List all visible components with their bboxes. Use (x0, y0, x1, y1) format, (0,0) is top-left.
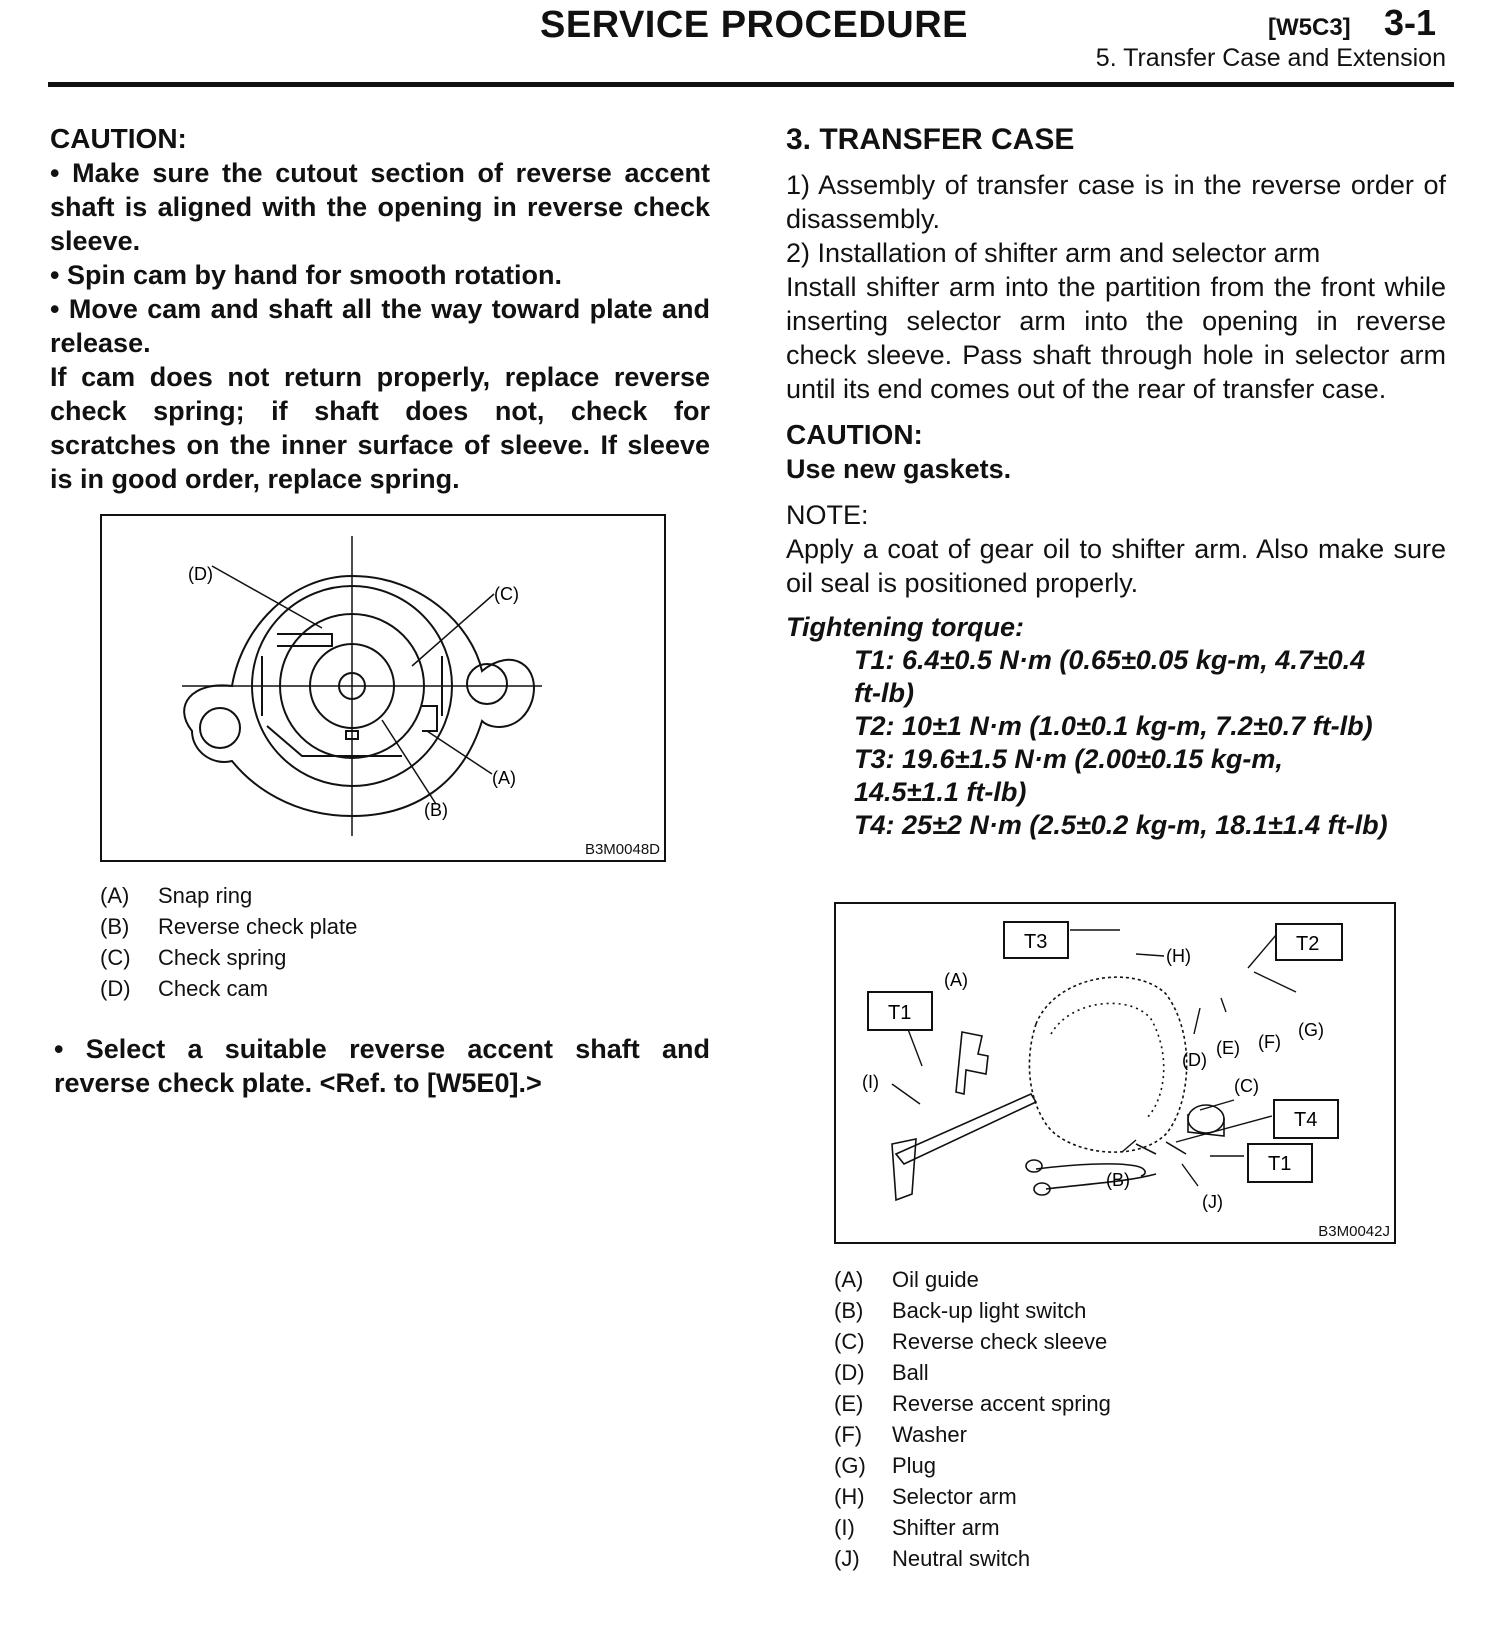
torque-t3-cont: 14.5±1.1 ft-lb) (854, 777, 1027, 807)
legend-text: Snap ring (158, 883, 253, 908)
torque-t2: T2: 10±1 N·m (1.0±0.1 kg-m, 7.2±0.7 ft-lb) (854, 711, 1373, 741)
legend-key: (A) (100, 883, 130, 908)
step-2-detail: Install shifter arm into the partition from the front while inserting selector arm into the opening in reverse check sleeve. Pass shaft through hole in selector arm until its end comes out of the rear of transfer case. (786, 272, 1446, 404)
legend-text: Check spring (158, 945, 287, 970)
section-code: [W5C3] (1268, 14, 1351, 41)
legend-item (834, 1543, 1111, 1574)
label-a: (A) (944, 970, 968, 990)
label-h: (H) (1166, 946, 1191, 966)
figure-code: B3M0042J (1318, 1223, 1390, 1240)
caution-title: CAUTION: (50, 123, 187, 154)
legend-key: (G) (834, 1453, 866, 1478)
caution-text-2: Use new gaskets. (786, 454, 1012, 484)
legend-item (834, 1357, 1111, 1388)
legend-key: (C) (100, 945, 131, 970)
legend-item (100, 911, 357, 942)
legend-text: Plug (892, 1453, 937, 1478)
caution-followup: If cam does not return properly, replace reverse check spring; if shaft does not, check for scratches on the inner surface of sleeve. If sleeve is in good order, replace spring. (50, 362, 710, 494)
tag-t1a: T1 (888, 1002, 912, 1024)
legend-item (100, 973, 357, 1004)
legend-text: Selector arm (892, 1484, 1017, 1509)
step-1: 1) Assembly of transfer case is in the reverse order of disassembly. (786, 170, 1446, 234)
select-shaft-text: • Select a suitable reverse accent shaft and reverse check plate. <Ref. to [W5E0].> (54, 1034, 710, 1098)
transfer-case-figure (834, 902, 1396, 1244)
label-f: (F) (1258, 1032, 1281, 1052)
left-column (50, 122, 710, 496)
label-a: (A) (492, 768, 516, 788)
page-number: 3-1 (1384, 2, 1437, 43)
section-title: 3. TRANSFER CASE (786, 123, 1075, 156)
transfer-case-drawing (836, 904, 1394, 1242)
legend-text: Oil guide (892, 1267, 979, 1292)
legend-item (834, 1450, 1111, 1481)
page-subtitle: 5. Transfer Case and Extension (1095, 44, 1446, 72)
note-text: Apply a coat of gear oil to shifter arm. Also make sure oil seal is positioned properly. (786, 534, 1446, 598)
step-2: 2) Installation of shifter arm and selector arm (786, 238, 1321, 268)
tag-t4: T4 (1294, 1109, 1318, 1131)
caution-bullet-1: • Make sure the cutout section of reverse accent shaft is aligned with the opening in reverse check sleeve. (50, 158, 710, 256)
caution-bullet-3: • Move cam and shaft all the way toward plate and release. (50, 294, 710, 358)
legend-text: Reverse check plate (158, 914, 358, 939)
legend-text: Shifter arm (892, 1515, 1000, 1540)
legend-key: (F) (834, 1422, 863, 1447)
legend-item (834, 1481, 1111, 1512)
label-b: (B) (424, 800, 448, 820)
check-cam-figure (100, 514, 666, 862)
legend-key: (J) (834, 1546, 860, 1571)
torque-title: Tightening torque: (786, 612, 1024, 642)
header-rule (48, 82, 1454, 87)
tag-t1b: T1 (1268, 1153, 1292, 1175)
legend-key: (I) (834, 1515, 855, 1540)
legend-text: Neutral switch (892, 1546, 1031, 1571)
torque-t3: T3: 19.6±1.5 N·m (2.00±0.15 kg-m, (854, 744, 1283, 774)
label-d: (D) (1182, 1050, 1207, 1070)
legend-item (834, 1419, 1111, 1450)
legend-key: (A) (834, 1267, 864, 1292)
tag-t2: T2 (1296, 933, 1320, 955)
caution-bullet-2: • Spin cam by hand for smooth rotation. (50, 260, 562, 290)
legend-item (834, 1512, 1111, 1543)
tag-t3: T3 (1024, 931, 1048, 953)
check-cam-drawing (102, 516, 664, 860)
figure-code: B3M0048D (584, 841, 660, 858)
label-i: (I) (862, 1072, 879, 1092)
legend-key: (B) (834, 1298, 864, 1323)
note-title: NOTE: (786, 500, 869, 530)
legend-key: (H) (834, 1484, 865, 1509)
right-column (786, 122, 1446, 842)
legend-key: (E) (834, 1391, 864, 1416)
caution-title-2: CAUTION: (786, 419, 923, 450)
legend-item (100, 942, 357, 973)
legend-text: Washer (892, 1422, 967, 1447)
legend-text: Ball (892, 1360, 929, 1385)
select-shaft-bullet (54, 1032, 710, 1100)
legend-text: Reverse check sleeve (892, 1329, 1108, 1354)
legend-item (834, 1326, 1111, 1357)
legend-text: Reverse accent spring (892, 1391, 1111, 1416)
label-j: (J) (1202, 1192, 1223, 1212)
torque-t1: T1: 6.4±0.5 N·m (0.65±0.05 kg-m, 4.7±0.4 (854, 645, 1366, 675)
label-c: (C) (494, 584, 519, 604)
legend-text: Check cam (158, 976, 269, 1001)
legend-key: (D) (100, 976, 131, 1001)
legend-item (834, 1264, 1111, 1295)
legend-key: (D) (834, 1360, 865, 1385)
torque-t1-cont: ft-lb) (854, 678, 914, 708)
legend-item (100, 880, 357, 911)
label-e: (E) (1216, 1038, 1240, 1058)
legend-key: (C) (834, 1329, 865, 1354)
label-b: (B) (1106, 1170, 1130, 1190)
left-legend (100, 880, 357, 1004)
torque-t4: T4: 25±2 N·m (2.5±0.2 kg-m, 18.1±1.4 ft-lb) (854, 810, 1388, 840)
legend-item (834, 1295, 1111, 1326)
page-title: SERVICE PROCEDURE (540, 4, 969, 46)
label-c: (C) (1234, 1076, 1259, 1096)
legend-key: (B) (100, 914, 130, 939)
legend-item (834, 1388, 1111, 1419)
legend-text: Back-up light switch (892, 1298, 1087, 1323)
label-d: (D) (188, 564, 213, 584)
right-legend (834, 1264, 1111, 1574)
label-g: (G) (1298, 1020, 1324, 1040)
